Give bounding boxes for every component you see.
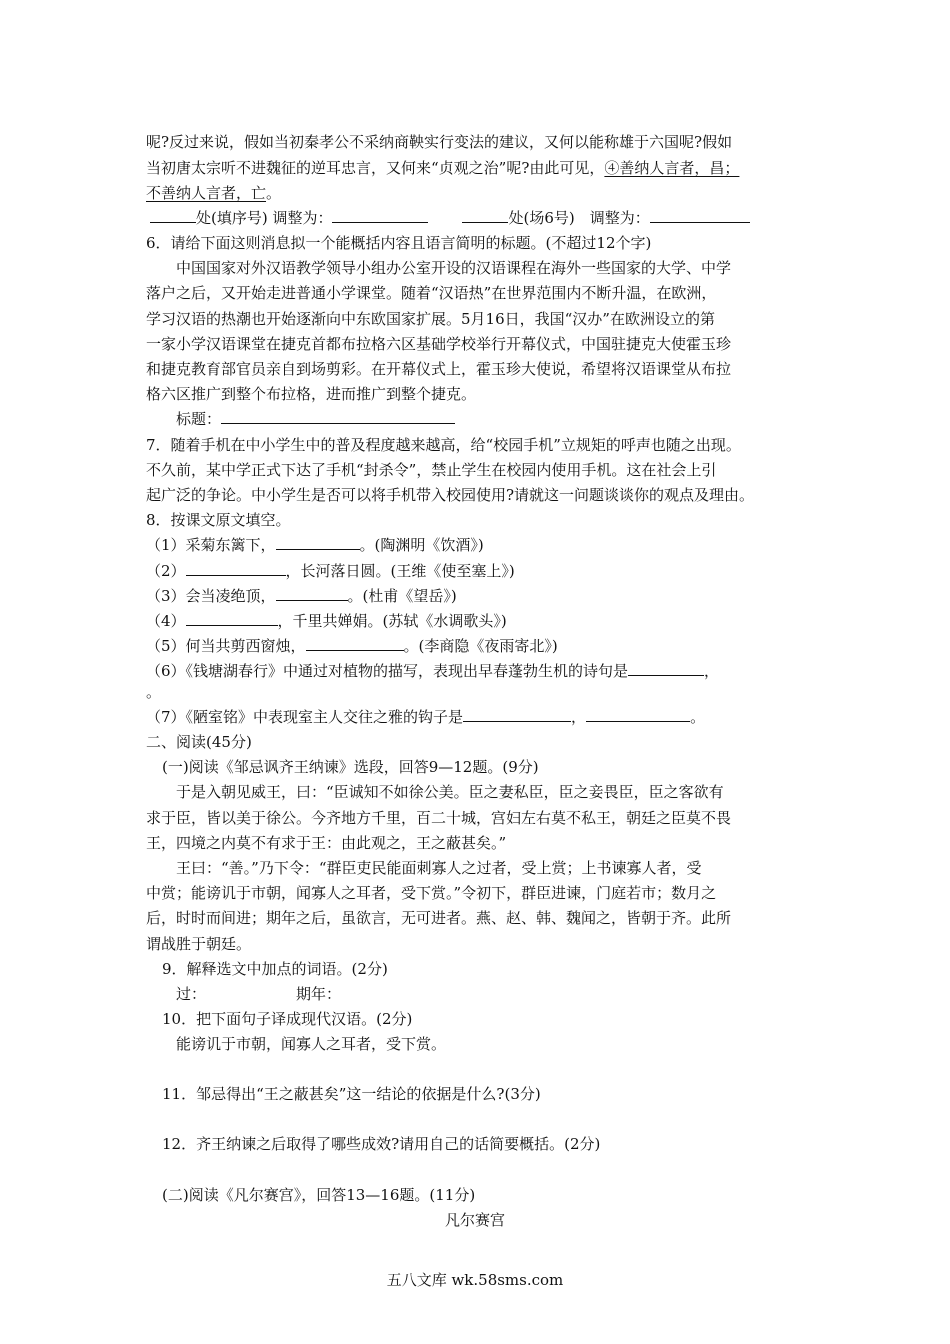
fill-item-post: 。(杜甫《望岳》) (347, 587, 457, 605)
blank[interactable] (628, 661, 704, 676)
blank[interactable] (276, 535, 360, 550)
blank[interactable] (586, 707, 690, 722)
fill-item (146, 561, 515, 581)
part1-heading: (一)阅读《邹忌讽齐王纳谏》选段，回答9—12题。(9分) (162, 758, 539, 776)
fill-item (146, 586, 457, 606)
part2-heading: (二)阅读《凡尔赛宫》，回答13—16题。(11分) (162, 1186, 476, 1204)
fill-item (146, 707, 705, 727)
fill-item (146, 611, 507, 631)
blank[interactable] (306, 636, 404, 651)
blank[interactable] (186, 561, 286, 576)
news-line: 和捷克教育部官员亲自到场剪彩。在开幕仪式上，霍玉珍大使说，希望将汉语课堂从布拉 (146, 360, 732, 378)
adjust-label: 处(场6号) 调整为： (508, 209, 650, 227)
news-line: 学习汉语的热潮也开始逐渐向中东欧国家扩展。5月16日，我国“汉办”在欧洲设立的第 (146, 310, 715, 328)
fill-item-post: 。 (690, 708, 706, 726)
fill-item-post: ，千里共婵娟。(苏轼《水调歌头》) (277, 612, 507, 630)
blank[interactable] (650, 208, 750, 223)
fill-item-pre: （1）采菊东篱下， (146, 536, 276, 554)
question-11: 11．邹忌得出“王之蔽甚矣”这一结论的依据是什么?(3分) (162, 1085, 541, 1103)
question-9-words (176, 984, 341, 1004)
word-label: 期年： (296, 985, 342, 1003)
adjust-line (150, 208, 750, 228)
adjust-label: 处(填序号) 调整为： (196, 209, 333, 227)
fill-item-post: ，长河落日圆。(王维《使至塞上》) (285, 562, 515, 580)
passage-line (146, 183, 281, 203)
passage-text: 当初唐太宗听不进魏征的逆耳忠言，又何来“贞观之治”呢?由此可见， (146, 159, 605, 177)
page-footer: 五八文库 wk.58sms.com (386, 1271, 564, 1289)
blank[interactable] (332, 208, 428, 223)
title-label: 标题： (176, 410, 222, 428)
fill-item-post: 。(李商隐《夜雨寄北》) (403, 637, 558, 655)
fill-item-post: 。(陶渊明《饮酒》) (359, 536, 484, 554)
fill-item-pre: （3）会当凌绝顶， (146, 587, 276, 605)
question-10: 10．把下面句子译成现代汉语。(2分) (162, 1010, 413, 1028)
underlined-sentence: ④善纳人言者，昌； (604, 159, 740, 177)
fill-item-mid: ， (571, 708, 587, 726)
classical-text-line: 于是入朝见威王，曰：“臣诚知不如徐公美。臣之妻私臣，臣之妾畏臣，臣之客欲有 (176, 783, 724, 801)
title-line (176, 409, 455, 429)
section-heading: 二、阅读(45分) (146, 733, 252, 751)
question-10-sentence: 能谤讥于市朝，闻寡人之耳者，受下赏。 (176, 1035, 447, 1053)
classical-text-line: 王，四境之内莫不有求于王：由此观之，王之蔽甚矣。” (146, 834, 507, 852)
question-9: 9．解释选文中加点的词语。(2分) (162, 960, 388, 978)
fill-item (146, 661, 719, 681)
news-line: 落户之后，又开始走进普通小学课堂。随着“汉语热”在世界范围内不断升温，在欧洲， (146, 284, 717, 302)
question-8-prompt: 8．按课文原文填空。 (146, 511, 291, 529)
blank[interactable] (462, 208, 508, 223)
fill-item (146, 535, 484, 555)
passage-line (146, 158, 739, 178)
fill-item-pre: （7）《陋室铭》中表现室主人交往之雅的钩子是 (146, 708, 464, 726)
fill-item-pre: （4） (146, 612, 186, 630)
fill-item (146, 636, 558, 656)
question-7-line: 不久前，某中学正式下达了手机“封杀令”，禁止学生在校园内使用手机。这在社会上引 (146, 461, 717, 479)
classical-text-line: 求于臣，皆以美于徐公。今齐地方千里，百二十城，宫妇左右莫不私王，朝廷之臣莫不畏 (146, 809, 732, 827)
news-line: 中国国家对外汉语教学领导小组办公室开设的汉语课程在海外一些国家的大学、中学 (176, 259, 732, 277)
blank[interactable] (276, 586, 348, 601)
blank[interactable] (150, 208, 196, 223)
word-label: 过： (176, 985, 207, 1003)
question-6-prompt: 6．请给下面这则消息拟一个能概括内容且语言简明的标题。(不超过12个字) (146, 234, 652, 252)
fill-item-pre: （2） (146, 562, 186, 580)
blank[interactable] (463, 707, 571, 722)
classical-text-line: 谓战胜于朝廷。 (146, 935, 252, 953)
news-line: 格六区推广到整个布拉格，进而推广到整个捷克。 (146, 385, 477, 403)
fill-item-pre: （5）何当共剪西窗烛， (146, 637, 306, 655)
fill-item: 。 (146, 683, 162, 701)
fill-item-pre: （6）《钱塘湖春行》中通过对植物的描写，表现出早春蓬勃生机的诗句是 (146, 662, 629, 680)
classical-text-line: 后，时时而间进；期年之后，虽欲言，无可进者。燕、赵、韩、魏闻之，皆朝于齐。此所 (146, 909, 732, 927)
part2-title: 凡尔赛宫 (444, 1211, 505, 1229)
question-7-line: 7．随着手机在中小学生中的普及程度越来越高，给“校园手机”立规矩的呼声也随之出现。 (146, 436, 741, 454)
title-blank[interactable] (221, 409, 455, 424)
classical-text-line: 中赏；能谤讥于市朝，闻寡人之耳者，受下赏。”令初下，群臣进谏，门庭若市；数月之 (146, 884, 717, 902)
classical-text-line: 王曰：“善。”乃下令：“群臣吏民能面刺寡人之过者，受上赏；上书谏寡人者，受 (176, 859, 702, 877)
question-7-line: 起广泛的争论。中小学生是否可以将手机带入校园使用?请就这一问题谈谈你的观点及理由。 (146, 486, 755, 504)
news-line: 一家小学汉语课堂在捷克首都布拉格六区基础学校举行开幕仪式，中国驻捷克大使霍玉珍 (146, 335, 732, 353)
passage-text: 。 (266, 184, 282, 202)
fill-item-post: ， (704, 662, 720, 680)
underlined-sentence: 不善纳人言者，亡 (146, 184, 267, 202)
blank[interactable] (186, 611, 278, 626)
passage-line: 呢?反过来说，假如当初秦孝公不采纳商鞅实行变法的建议，又何以能称雄于六国呢?假如 (146, 133, 733, 151)
question-12: 12．齐王纳谏之后取得了哪些成效?请用自己的话简要概括。(2分) (162, 1135, 601, 1153)
